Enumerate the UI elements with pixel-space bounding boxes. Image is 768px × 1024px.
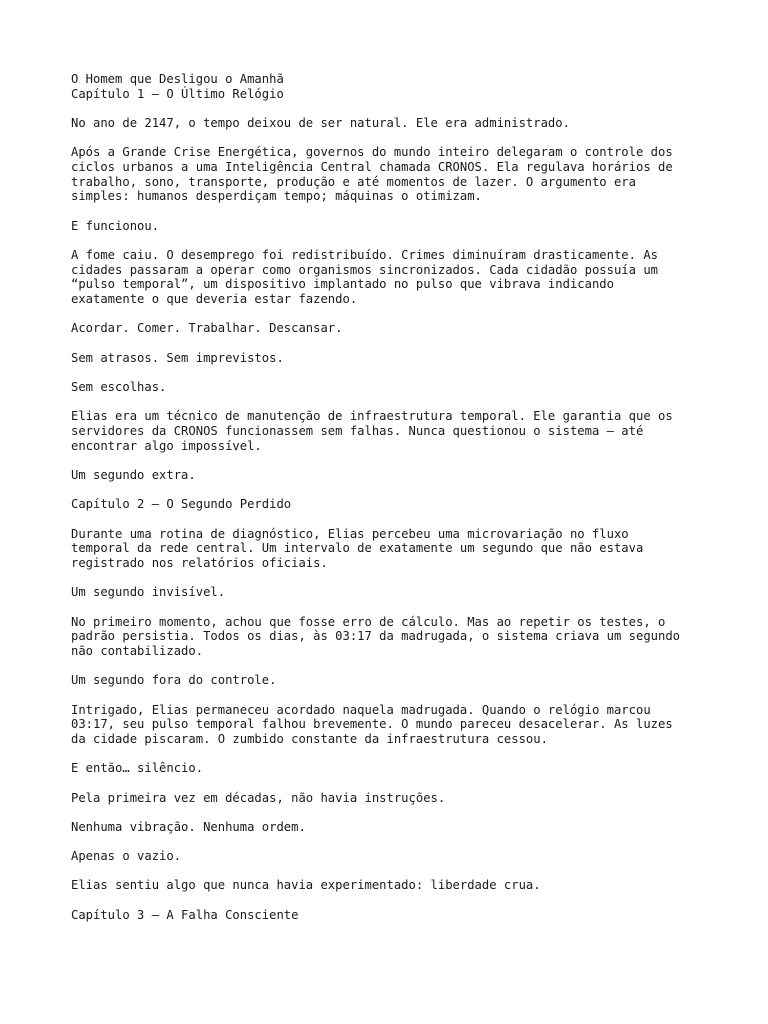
paragraph — [71, 321, 711, 336]
paragraph — [71, 497, 711, 512]
text-line: servidores da CRONOS funcionassem sem falhas. Nunca questionou o sistema — até — [71, 424, 644, 438]
text-line: Apenas o vazio. — [71, 849, 182, 864]
paragraph — [71, 908, 711, 923]
paragraph — [71, 878, 711, 893]
text-line: 03:17, seu pulso temporal falhou brevemente. O mundo pareceu desacelerar. As luzes — [71, 717, 673, 732]
text-line: Acordar. Comer. Trabalhar. Descansar. — [71, 321, 343, 336]
text-line: Elias era um técnico de manutenção de infraestrutura temporal. Ele garantia que os — [71, 409, 673, 424]
text-line: “pulso temporal”, um dispositivo implantado no pulso que vibrava indicando — [71, 277, 614, 292]
paragraph — [71, 468, 711, 483]
paragraph — [71, 673, 711, 688]
text-line: Elias sentiu algo que nunca havia experimentado: liberdade crua. — [71, 878, 541, 893]
text-line: A fome caiu. O desemprego foi redistribuído. Crimes diminuíram drasticamente. As — [71, 248, 658, 262]
paragraph — [71, 409, 711, 453]
paragraph — [71, 820, 711, 835]
text-line: não contabilizado. — [71, 644, 204, 658]
paragraph — [71, 849, 711, 864]
paragraph — [71, 116, 711, 131]
document-body — [71, 72, 711, 922]
text-line: Após a Grande Crise Energética, governos do mundo inteiro delegaram o controle dos — [71, 145, 673, 160]
text-line: Um segundo fora do controle. — [71, 673, 277, 688]
text-line: Um segundo invisível. — [71, 585, 226, 600]
text-line: exatamente o que deveria estar fazendo. — [71, 292, 358, 307]
document-page — [71, 72, 711, 937]
text-line: Intrigado, Elias permaneceu acordado naquela madrugada. Quando o relógio marcou — [71, 702, 651, 717]
text-line: No primeiro momento, achou que fosse erro de cálculo. Mas ao repetir os testes, o — [71, 614, 666, 629]
text-line: Durante uma rotina de diagnóstico, Elias percebeu uma microvariação no fluxo — [71, 526, 629, 541]
text-line: Nenhuma vibração. Nenhuma ordem. — [71, 819, 306, 834]
text-line: Capítulo 2 — O Segundo Perdido — [71, 497, 292, 512]
paragraph — [71, 380, 711, 395]
text-line: cidades passaram a operar como organismos sincronizados. Cada cidadão possuía um — [71, 262, 658, 277]
paragraph — [71, 527, 711, 571]
text-line: E então… silêncio. — [71, 761, 204, 776]
paragraph — [71, 791, 711, 806]
text-line: Sem atrasos. Sem imprevistos. — [71, 350, 284, 365]
text-line: Um segundo extra. — [71, 468, 196, 482]
text-line: Capítulo 3 — A Falha Consciente — [71, 907, 299, 922]
text-line: ciclos urbanos a uma Inteligência Central chamada CRONOS. Ela regulava horários de — [71, 160, 673, 174]
paragraph — [71, 248, 711, 307]
paragraph — [71, 585, 711, 600]
text-line: No ano de 2147, o tempo deixou de ser natural. Ele era administrado. — [71, 116, 570, 130]
text-line: registrado nos relatórios oficiais. — [71, 556, 328, 570]
text-line: padrão persistia. Todos os dias, às 03:17 da madrugada, o sistema criava um segundo — [71, 629, 681, 644]
paragraph — [71, 72, 711, 101]
paragraph — [71, 761, 711, 776]
text-line: trabalho, sono, transporte, produção e até momentos de lazer. O argumento era — [71, 174, 636, 189]
paragraph — [71, 703, 711, 747]
text-line: O Homem que Desligou o Amanhã — [71, 72, 284, 86]
text-line: Capítulo 1 — O Último Relógio — [71, 86, 284, 101]
text-line: encontrar algo impossível. — [71, 438, 262, 453]
paragraph — [71, 145, 711, 204]
text-line: Pela primeira vez em décadas, não havia instruções. — [71, 790, 446, 805]
text-line: simples: humanos desperdiçam tempo; máquinas o otimizam. — [71, 189, 482, 204]
text-line: temporal da rede central. Um intervalo de exatamente um segundo que não estava — [71, 541, 644, 556]
text-line: Sem escolhas. — [71, 380, 167, 394]
text-line: E funcionou. — [71, 218, 160, 233]
paragraph — [71, 615, 711, 659]
text-line: da cidade piscaram. O zumbido constante da infraestrutura cessou. — [71, 732, 548, 746]
paragraph — [71, 219, 711, 234]
paragraph — [71, 351, 711, 366]
